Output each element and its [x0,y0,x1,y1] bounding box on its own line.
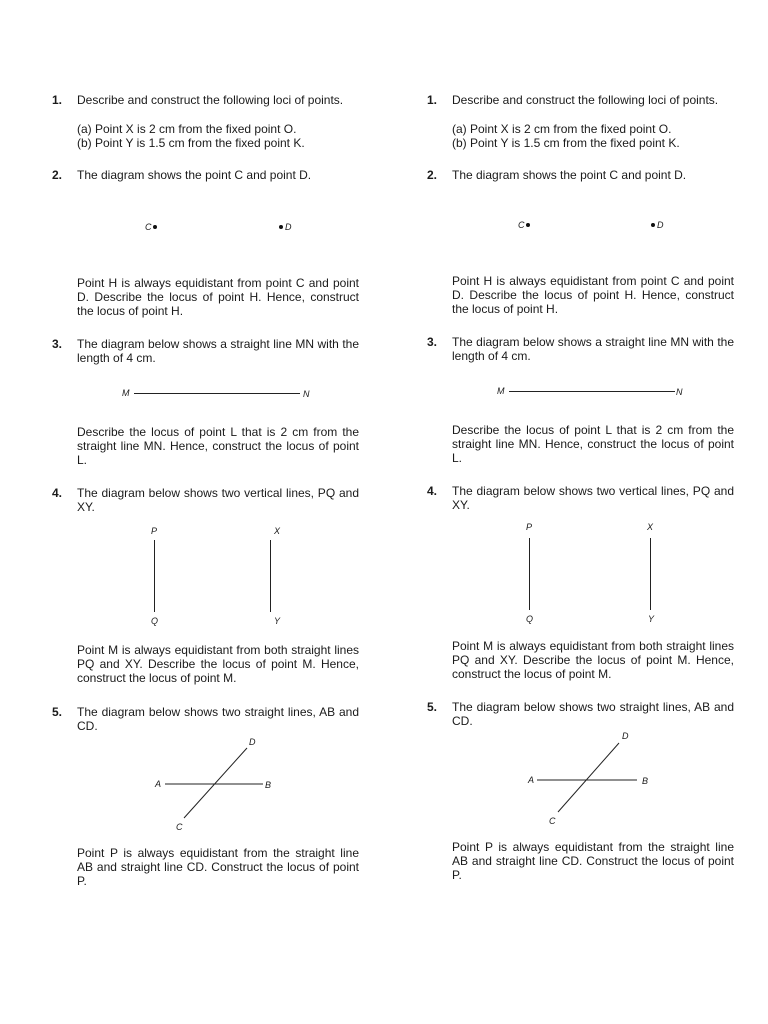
question-text: The diagram below shows two vertical lines, PQ and XY. [77,486,359,514]
question-2 [427,168,737,186]
question-1 [52,93,362,155]
worksheet-column-left [52,0,382,1024]
question-part-a: (a) Point X is 2 cm from the fixed point O. [452,122,672,136]
point-b-label: B [265,780,272,790]
question-number: 2. [52,168,63,182]
question-number: 4. [52,486,63,500]
line-mn [509,391,675,392]
point-m-label: M [122,388,130,398]
point-d-label: D [622,731,629,741]
line-xy [270,540,271,612]
question-number: 3. [427,335,438,349]
point-d-dot [651,223,655,227]
question-text: The diagram below shows two straight lines, AB and CD. [452,700,734,728]
line-pq [154,540,155,612]
question-number: 5. [427,700,438,714]
lines-ab-cd [52,0,53,1]
line-mn [134,393,300,394]
point-b-label: B [642,776,649,786]
point-n-label: N [676,387,683,397]
point-c-label: C [549,816,556,826]
question-3-instructions: Describe the locus of point L that is 2 cm from the straight line MN. Hence, construct the locus of point L. [452,423,734,465]
point-x-label: X [274,526,281,536]
question-5 [427,700,737,730]
point-d-label: D [285,222,292,232]
worksheet-column-right [427,0,757,1024]
question-5 [52,705,362,735]
question-2-instructions: Point H is always equidistant from point C and point D. Describe the locus of point H. Hence, construct the locus of point H. [77,276,359,318]
point-x-label: X [647,522,654,532]
question-text: Describe and construct the following loci of points. [452,93,719,107]
question-4 [52,486,362,516]
question-number: 3. [52,337,63,351]
question-part-a: (a) Point X is 2 cm from the fixed point O. [77,122,297,136]
point-p-label: P [526,522,533,532]
question-part-b: (b) Point Y is 1.5 cm from the fixed point K. [77,136,305,150]
point-d-label: D [657,220,664,230]
line-pq [529,538,530,610]
question-3 [52,337,362,367]
question-text: The diagram below shows a straight line MN with the length of 4 cm. [452,335,734,363]
point-y-label: Y [648,614,655,624]
point-c-label: C [518,220,525,230]
question-part-b: (b) Point Y is 1.5 cm from the fixed point K. [452,136,680,150]
question-number: 5. [52,705,63,719]
question-text: The diagram below shows two straight lines, AB and CD. [77,705,359,733]
question-1 [427,93,737,155]
question-text: The diagram shows the point C and point D. [77,168,312,182]
point-c-label: C [145,222,152,232]
point-c-dot [153,225,157,229]
question-5-instructions: Point P is always equidistant from the straight line AB and straight line CD. Construct the locus of point P. [77,846,359,888]
point-p-label: P [151,526,158,536]
question-4-instructions: Point M is always equidistant from both straight lines PQ and XY. Describe the locus of point M. Hence, construct the locus of point M. [77,643,359,685]
question-2 [52,168,362,186]
question-text: The diagram shows the point C and point D. [452,168,687,182]
point-d-label: D [249,737,256,747]
point-c-label: C [176,822,183,832]
question-4 [427,484,737,514]
question-number: 1. [427,93,438,107]
lines-ab-cd [427,0,428,1]
point-q-label: Q [151,616,159,626]
point-d-dot [279,225,283,229]
question-4-instructions: Point M is always equidistant from both straight lines PQ and XY. Describe the locus of point M. Hence, construct the locus of point M. [452,639,734,681]
point-y-label: Y [274,616,281,626]
point-c-dot [526,223,530,227]
question-text: Describe and construct the following loci of points. [77,93,344,107]
point-q-label: Q [526,614,534,624]
question-3 [427,335,737,365]
question-text: The diagram below shows two vertical lines, PQ and XY. [452,484,734,512]
point-a-label: A [155,779,162,789]
line-xy [650,538,651,610]
question-number: 2. [427,168,438,182]
question-number: 1. [52,93,63,107]
question-text: The diagram below shows a straight line MN with the length of 4 cm. [77,337,359,365]
question-number: 4. [427,484,438,498]
point-m-label: M [497,386,505,396]
question-5-instructions: Point P is always equidistant from the straight line AB and straight line CD. Construct the locus of point P. [452,840,734,882]
line-cd [558,743,619,812]
line-cd [184,748,247,818]
point-a-label: A [528,775,535,785]
question-3-instructions: Describe the locus of point L that is 2 cm from the straight line MN. Hence, construct the locus of point L. [77,425,359,467]
point-n-label: N [303,389,310,399]
question-2-instructions: Point H is always equidistant from point C and point D. Describe the locus of point H. Hence, construct the locus of point H. [452,274,734,316]
